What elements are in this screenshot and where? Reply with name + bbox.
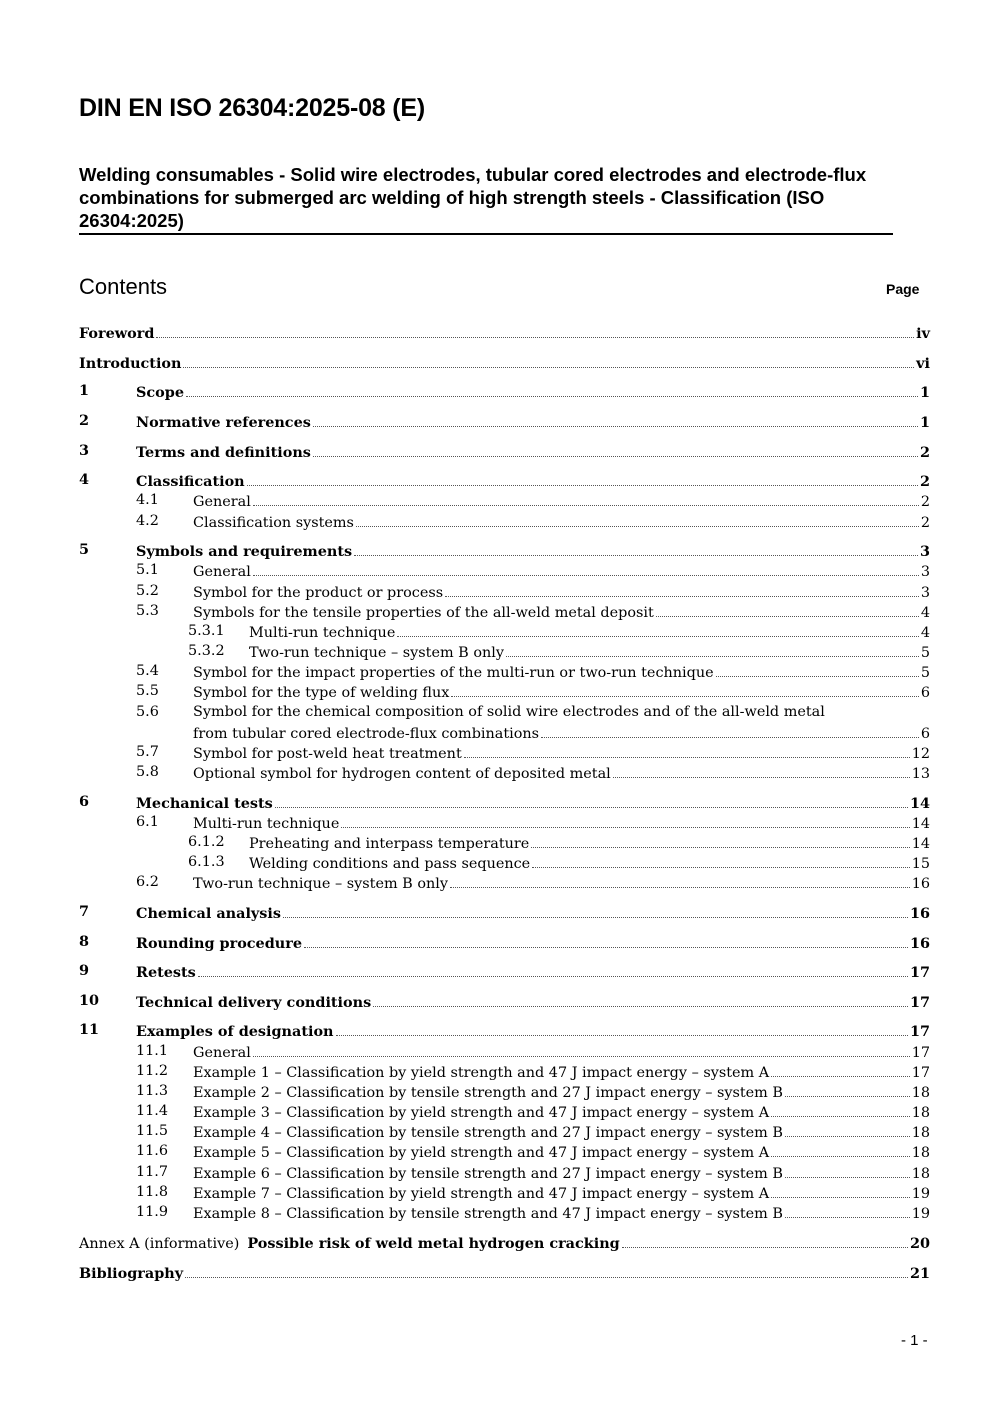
toc-entry-number: 11.9 [136,1204,169,1220]
toc-entry-page: 2 [919,473,930,490]
toc-entry-page: iv [916,325,930,342]
toc-entry-4-1[interactable] [79,490,930,510]
toc-entry-number: 11.7 [136,1164,169,1180]
toc-dot-leader [185,1262,908,1278]
toc-annex-label: Annex A (informative) [79,1236,240,1252]
toc-entry-title: Example 7 – Classification by yield strength and 47 J impact energy – system A [193,1186,770,1202]
toc-entry-number: 4.1 [136,492,159,508]
toc-dot-leader [716,661,919,677]
toc-entry-11-3[interactable] [79,1081,930,1101]
toc-entry-page: 17 [909,994,930,1011]
toc-entry-foreword[interactable] [79,322,930,342]
toc-entry-title: Symbol for the type of welding flux [193,685,450,701]
toc-entry-6-2[interactable] [79,872,930,892]
toc-entry-11[interactable] [79,1020,930,1040]
toc-entry-annex-a[interactable] [79,1232,930,1252]
toc-entry-title: Two-run technique – system B only [193,876,448,892]
toc-entry-bibliography[interactable] [79,1262,930,1282]
toc-entry-number: 5.3.2 [188,643,225,659]
toc-entry-number: 6 [79,793,90,810]
toc-entry-5-4[interactable] [79,661,930,681]
toc-entry-title: Example 3 – Classification by yield strength and 47 J impact energy – system A [193,1105,770,1121]
toc-entry-page: 14 [911,836,930,852]
toc-entry-number: 4.2 [136,513,159,529]
toc-entry-page: 1 [919,414,930,431]
toc-entry-page: 6 [920,685,930,701]
toc-dot-leader [275,792,908,808]
toc-entry-number: 5.2 [136,583,159,599]
toc-dot-leader [183,352,914,368]
toc-entry-page: 18 [911,1145,930,1161]
toc-entry-page: 3 [920,564,930,580]
toc-entry-title: Symbols and requirements [136,543,353,560]
toc-entry-6-1-3[interactable] [79,852,930,872]
toc-entry-11-8[interactable] [79,1182,930,1202]
toc-entry-number: 5.6 [136,704,159,720]
toc-entry-title: Two-run technique – system B only [249,645,504,661]
toc-entry-page: 2 [920,515,930,531]
toc-dot-leader [613,762,910,778]
toc-entry-11-1[interactable] [79,1041,930,1061]
toc-entry-4[interactable] [79,470,930,490]
toc-dot-leader [656,601,919,617]
toc-entry-number: 7 [79,903,90,920]
toc-entry-5-6[interactable] [79,702,930,722]
toc-entry-number: 5 [79,541,90,558]
toc-entry-page: 17 [911,1045,930,1061]
toc-dot-leader [541,722,919,738]
toc-entry-title: Rounding procedure [136,935,302,952]
toc-dot-leader [771,1101,910,1117]
toc-entry-title: Scope [136,384,184,401]
toc-entry-title: Classification [136,473,245,490]
toc-entry-page: 2 [919,444,930,461]
toc-entry-number: 11.3 [136,1083,169,1099]
toc-entry-4-2[interactable] [79,511,930,531]
contents-heading: Contents [79,274,168,299]
toc-dot-leader [341,812,909,828]
toc-entry-page: 18 [911,1125,930,1141]
page-column-heading: Page [886,281,920,297]
toc-dot-leader [785,1121,910,1137]
toc-dot-leader [247,470,918,486]
toc-dot-leader [304,932,908,948]
toc-dot-leader [253,1041,910,1057]
toc-dot-leader [785,1202,910,1218]
toc-entry-title: Terms and definitions [136,444,311,461]
toc-entry-title: Preheating and interpass temperature [249,836,530,852]
toc-entry-title: from tubular cored electrode-flux combinations [193,726,540,742]
toc-entry-page: 14 [909,795,930,812]
toc-dot-leader [464,742,910,758]
toc-entry-5-7[interactable] [79,742,930,762]
toc-entry-11-2[interactable] [79,1061,930,1081]
toc-entry-number: 5.5 [136,683,159,699]
toc-entry-title: Optional symbol for hydrogen content of deposited metal [193,766,611,782]
toc-entry-5-2[interactable] [79,581,930,601]
toc-entry-number: 6.1.2 [188,834,225,850]
toc-entry-number: 11.2 [136,1063,169,1079]
document-identifier: DIN EN ISO 26304:2025-08 (E) [79,94,425,122]
toc-dot-leader [771,1141,910,1157]
toc-entry-title: Possible risk of weld metal hydrogen cracking [247,1235,620,1252]
toc-entry-title: Introduction [79,355,182,372]
toc-entry-introduction[interactable] [79,352,930,372]
toc-dot-leader [186,381,918,397]
toc-entry-number: 11.5 [136,1123,169,1139]
toc-entry-number: 5.3.1 [188,623,225,639]
toc-entry-title: Symbols for the tensile properties of the all-weld metal deposit [193,605,654,621]
toc-dot-leader [532,852,909,868]
toc-entry-11-5[interactable] [79,1121,930,1141]
toc-entry-number: 1 [79,382,90,399]
toc-entry-10[interactable] [79,991,930,1011]
toc-entry-title: Normative references [136,414,311,431]
toc-entry-title: General [193,494,251,510]
toc-dot-leader [785,1081,910,1097]
toc-entry-number: 6.1 [136,814,159,830]
toc-dot-leader [450,872,910,888]
toc-entry-page: vi [916,355,930,372]
toc-dot-leader [336,1020,908,1036]
toc-dot-leader [771,1182,910,1198]
toc-entry-page: 19 [911,1186,930,1202]
toc-entry-title: Example 6 – Classification by tensile strength and 27 J impact energy – system B [193,1166,783,1182]
toc-entry-number: 11.8 [136,1184,169,1200]
toc-dot-leader [531,832,909,848]
toc-entry-1[interactable] [79,381,930,401]
toc-entry-title: Chemical analysis [136,905,281,922]
toc-entry-page: 18 [911,1166,930,1182]
toc-entry-page: 17 [911,1065,930,1081]
document-title: Welding consumables - Solid wire electrodes, tubular cored electrodes and electrode-flux combinations for submerged arc welding of high strength steels - Classification (ISO 26304:2025) [79,163,893,235]
toc-entry-number: 11 [79,1021,100,1038]
toc-dot-leader [198,961,908,977]
toc-entry-number: 4 [79,471,90,488]
toc-entry-page: 6 [920,726,930,742]
toc-entry-page: 16 [909,935,930,952]
toc-entry-number: 6.2 [136,874,159,890]
toc-dot-leader [771,1061,910,1077]
toc-entry-number: 9 [79,962,90,979]
toc-entry-title: Technical delivery conditions [136,994,372,1011]
toc-entry-title: Examples of designation [136,1023,334,1040]
toc-entry-number: 10 [79,992,100,1009]
toc-entry-title: Example 4 – Classification by tensile strength and 27 J impact energy – system B [193,1125,783,1141]
toc-entry-title: Welding conditions and pass sequence [249,856,531,872]
toc-entry-page: 18 [911,1085,930,1101]
toc-entry-page: 16 [911,876,930,892]
toc-entry-page: 3 [919,543,930,560]
toc-entry-9[interactable] [79,961,930,981]
toc-dot-leader [253,490,919,506]
toc-dot-leader [156,322,914,338]
footer-page-number: - 1 - [901,1332,928,1349]
toc-entry-5-5[interactable] [79,681,930,701]
toc-entry-page: 20 [909,1235,930,1252]
toc-entry-number: 11.6 [136,1143,169,1159]
toc-entry-5-8[interactable] [79,762,930,782]
toc-dot-leader [354,540,918,556]
toc-entry-number: 2 [79,412,90,429]
toc-entry-5-1[interactable] [79,560,930,580]
toc-entry-title: Foreword [79,325,155,342]
toc-dot-leader [506,641,919,657]
toc-entry-page: 5 [920,665,930,681]
toc-entry-number: 11.1 [136,1043,169,1059]
toc-entry-number: 6.1.3 [188,854,225,870]
toc-entry-title: Bibliography [79,1265,184,1282]
toc-dot-leader [785,1162,910,1178]
toc-entry-page: 21 [909,1265,930,1282]
toc-entry-number: 5.7 [136,744,159,760]
toc-entry-page: 2 [920,494,930,510]
toc-entry-page: 12 [911,746,930,762]
toc-dot-leader [373,991,908,1007]
toc-entry-title: Retests [136,964,196,981]
toc-entry-number: 11.4 [136,1103,169,1119]
toc-dot-leader [445,581,919,597]
toc-entry-title: Multi-run technique [249,625,396,641]
toc-dot-leader [313,441,918,457]
toc-dot-leader [253,560,919,576]
toc-dot-leader [397,621,919,637]
toc-entry-number: 5.8 [136,764,159,780]
toc-entry-6-1[interactable] [79,812,930,832]
toc-entry-page: 14 [911,816,930,832]
toc-entry-title: Example 8 – Classification by tensile strength and 47 J impact energy – system B [193,1206,783,1222]
toc-entry-page: 19 [911,1206,930,1222]
toc-entry-page: 1 [919,384,930,401]
toc-entry-page: 16 [909,905,930,922]
toc-entry-title: Example 5 – Classification by yield strength and 47 J impact energy – system A [193,1145,770,1161]
toc-entry-page: 4 [920,625,930,641]
toc-entry-page: 15 [911,856,930,872]
toc-entry-title: General [193,1045,251,1061]
toc-entry-title: Example 1 – Classification by yield strength and 47 J impact energy – system A [193,1065,770,1081]
toc-entry-11-7[interactable] [79,1162,930,1182]
toc-entry-page: 17 [909,1023,930,1040]
toc-entry-5[interactable] [79,540,930,560]
toc-entry-11-6[interactable] [79,1141,930,1161]
toc-entry-number: 5.4 [136,663,159,679]
toc-entry-3[interactable] [79,441,930,461]
toc-entry-11-4[interactable] [79,1101,930,1121]
toc-entry-2[interactable] [79,411,930,431]
toc-entry-8[interactable] [79,932,930,952]
toc-entry-5-3-2[interactable] [79,641,930,661]
toc-entry-title: General [193,564,251,580]
toc-entry-number: 5.3 [136,603,159,619]
toc-entry-title-line1: Symbol for the chemical composition of solid wire electrodes and of the all-weld metal [193,704,825,720]
toc-entry-7[interactable] [79,902,930,922]
toc-entry-6-1-2[interactable] [79,832,930,852]
toc-entry-5-3-1[interactable] [79,621,930,641]
toc-entry-page: 4 [920,605,930,621]
toc-dot-leader [622,1232,908,1248]
toc-entry-title: Symbol for post-weld heat treatment [193,746,462,762]
toc-dot-leader [283,902,908,918]
toc-entry-number: 8 [79,933,90,950]
toc-entry-5-6-continued[interactable] [79,722,930,742]
toc-dot-leader [313,411,918,427]
toc-entry-page: 18 [911,1105,930,1121]
toc-entry-title: Symbol for the product or process [193,585,444,601]
toc-entry-page: 5 [920,645,930,661]
toc-dot-leader [451,681,919,697]
toc-entry-title: Mechanical tests [136,795,273,812]
toc-dot-leader [356,511,919,527]
toc-entry-page: 13 [911,766,930,782]
toc-entry-5-3[interactable] [79,601,930,621]
toc-entry-number: 5.1 [136,562,159,578]
toc-entry-page: 3 [920,585,930,601]
toc-entry-title: Classification systems [193,515,354,531]
toc-entry-11-9[interactable] [79,1202,930,1222]
toc-entry-number: 3 [79,442,90,459]
toc-entry-page: 17 [909,964,930,981]
toc-entry-title: Example 2 – Classification by tensile strength and 27 J impact energy – system B [193,1085,783,1101]
toc-entry-6[interactable] [79,792,930,812]
toc-entry-title: Symbol for the impact properties of the multi-run or two-run technique [193,665,714,681]
toc-entry-title: Multi-run technique [193,816,340,832]
